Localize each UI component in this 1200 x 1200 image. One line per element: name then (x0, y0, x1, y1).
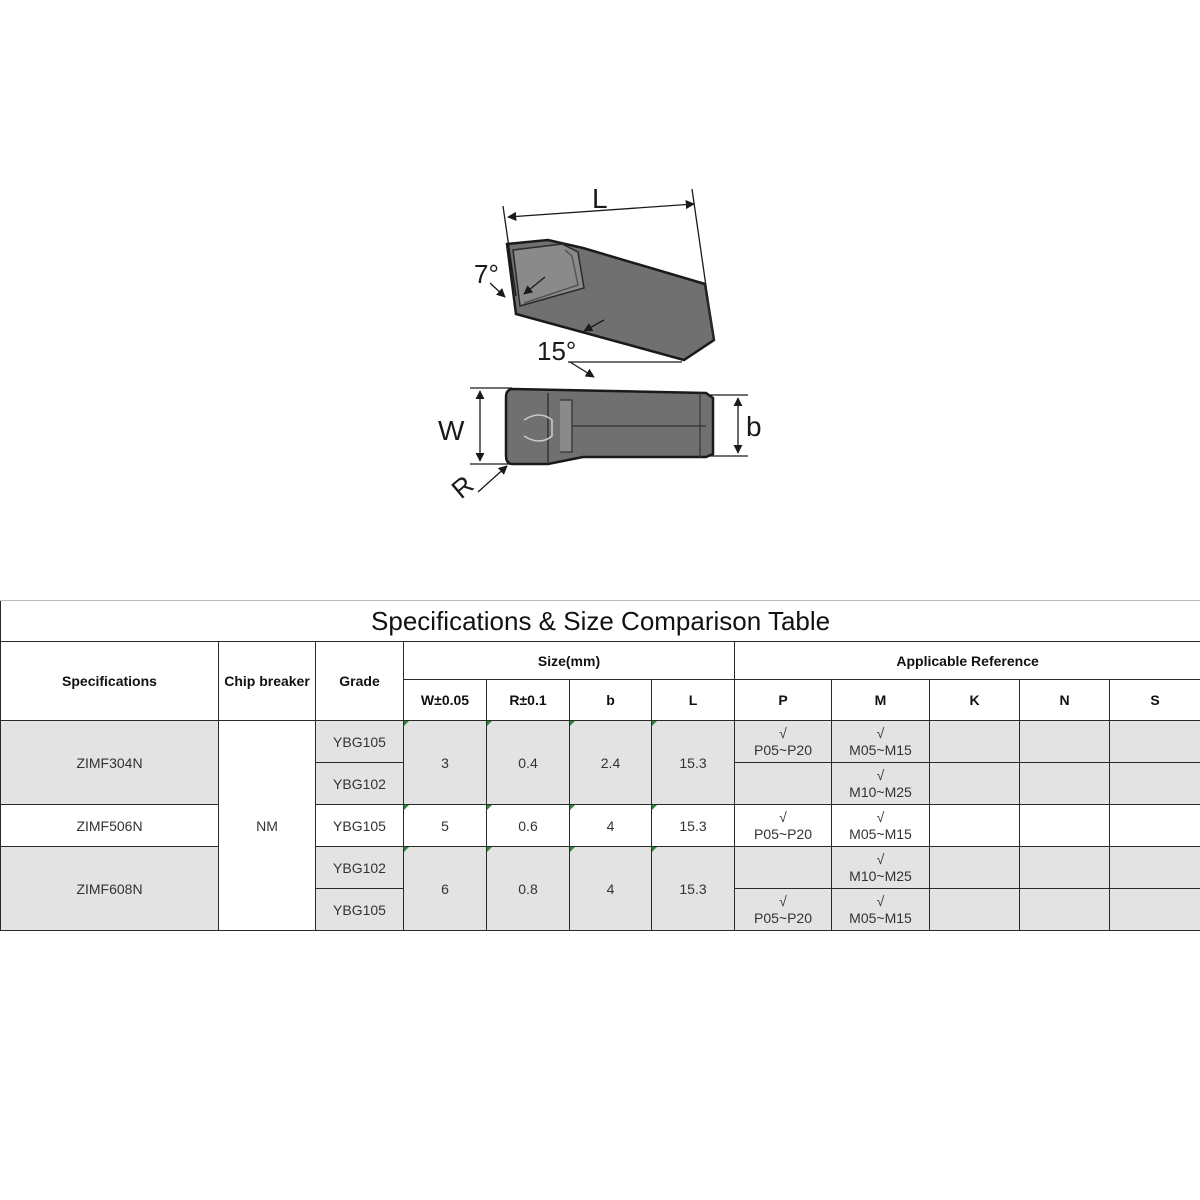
header-m: M (832, 680, 930, 721)
m-cell (832, 847, 930, 889)
header-k: K (930, 680, 1020, 721)
grade-cell: YBG105 (316, 721, 404, 763)
grade-cell: YBG102 (316, 763, 404, 805)
header-s: S (1110, 680, 1200, 721)
header-b: b (570, 680, 652, 721)
r-cell: 0.8 (487, 847, 570, 931)
spec-cell: ZIMF304N (1, 721, 219, 805)
header-size: Size(mm) (404, 642, 735, 680)
n-cell (1020, 805, 1110, 847)
label-angle-7: 7° (474, 259, 499, 289)
insert-top-view (506, 389, 713, 464)
table-title: Specifications & Size Comparison Table (1, 601, 1200, 642)
p-range: P05~P20 (754, 909, 812, 926)
spec-comparison-table (0, 600, 1200, 931)
grade-cell: YBG105 (316, 805, 404, 847)
p-cell (735, 847, 832, 889)
grade-cell: YBG105 (316, 889, 404, 931)
label-l: L (592, 183, 608, 214)
check-mark: √ (876, 766, 885, 783)
n-cell (1020, 889, 1110, 931)
s-cell (1110, 721, 1200, 763)
m-range: M05~M15 (849, 825, 912, 842)
k-cell (930, 847, 1020, 889)
w-cell: 3 (404, 721, 487, 805)
spec-table-container (0, 600, 1200, 931)
p-cell (735, 805, 832, 847)
check-mark: √ (779, 808, 787, 825)
r-cell: 0.4 (487, 721, 570, 805)
r-cell: 0.6 (487, 805, 570, 847)
m-range: M05~M15 (849, 741, 912, 758)
m-cell (832, 721, 930, 763)
m-cell (832, 763, 930, 805)
check-mark: √ (876, 724, 885, 741)
m-range: M10~M25 (849, 783, 912, 800)
check-mark: √ (779, 892, 787, 909)
header-applicable-reference: Applicable Reference (735, 642, 1200, 680)
n-cell (1020, 763, 1110, 805)
m-cell (832, 889, 930, 931)
k-cell (930, 805, 1020, 847)
header-w: W±0.05 (404, 680, 487, 721)
p-cell (735, 721, 832, 763)
label-w: W (438, 415, 465, 446)
check-mark: √ (876, 850, 885, 867)
check-mark: √ (876, 808, 885, 825)
label-b: b (746, 411, 762, 442)
check-mark: √ (876, 892, 885, 909)
s-cell (1110, 805, 1200, 847)
m-range: M10~M25 (849, 867, 912, 884)
b-cell: 4 (570, 805, 652, 847)
b-cell: 4 (570, 847, 652, 931)
s-cell (1110, 889, 1200, 931)
dimension-b (708, 395, 762, 456)
grade-cell: YBG102 (316, 847, 404, 889)
l-cell: 15.3 (652, 805, 735, 847)
m-cell (832, 805, 930, 847)
dimension-r (446, 466, 507, 504)
k-cell (930, 889, 1020, 931)
spec-cell: ZIMF608N (1, 847, 219, 931)
dimension-w (438, 388, 512, 464)
l-cell: 15.3 (652, 721, 735, 805)
p-cell (735, 889, 832, 931)
m-range: M05~M15 (849, 909, 912, 926)
header-chip-breaker: Chip breaker (219, 642, 316, 721)
chip-breaker-cell: NM (219, 721, 316, 931)
n-cell (1020, 721, 1110, 763)
p-range: P05~P20 (754, 825, 812, 842)
w-cell: 6 (404, 847, 487, 931)
insert-technical-drawing (0, 0, 1200, 560)
header-n: N (1020, 680, 1110, 721)
header-p: P (735, 680, 832, 721)
table-row (1, 847, 1200, 889)
b-cell: 2.4 (570, 721, 652, 805)
spec-cell: ZIMF506N (1, 805, 219, 847)
s-cell (1110, 847, 1200, 889)
n-cell (1020, 847, 1110, 889)
header-l: L (652, 680, 735, 721)
header-specifications: Specifications (1, 642, 219, 721)
l-cell: 15.3 (652, 847, 735, 931)
check-mark: √ (779, 724, 787, 741)
label-angle-15: 15° (537, 336, 577, 366)
w-cell: 5 (404, 805, 487, 847)
label-r: R (445, 469, 480, 505)
k-cell (930, 763, 1020, 805)
table-row (1, 805, 1200, 847)
header-grade: Grade (316, 642, 404, 721)
p-cell (735, 763, 832, 805)
header-r: R±0.1 (487, 680, 570, 721)
p-range: P05~P20 (754, 741, 812, 758)
s-cell (1110, 763, 1200, 805)
k-cell (930, 721, 1020, 763)
table-row (1, 721, 1200, 763)
